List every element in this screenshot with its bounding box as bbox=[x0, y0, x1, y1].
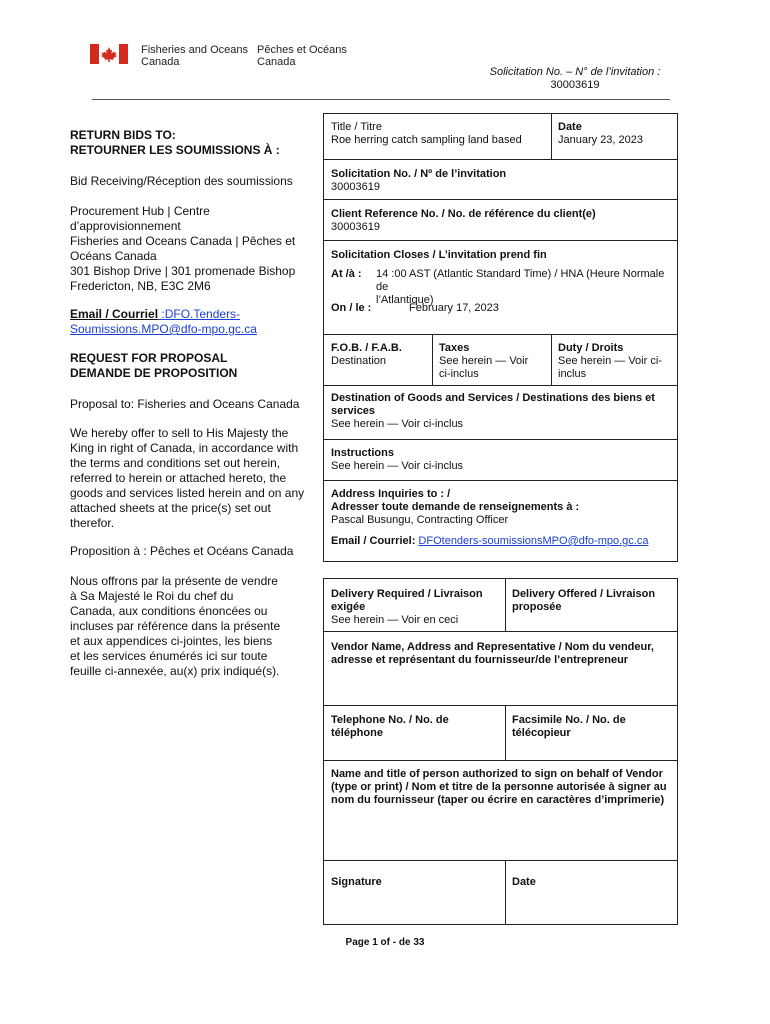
bid-receiving: Bid Receiving/Réception des soumissions bbox=[70, 174, 293, 188]
inquiries-field: Address Inquiries to : / Adresser toute demande de renseignements à : Pascal Busungu, Contracting Officer bbox=[331, 488, 580, 526]
inquiries-email-link[interactable]: DFOtenders-soumissionsMPO@dfo-mpo.gc.ca bbox=[418, 535, 649, 547]
offer-text-en: We hereby offer to sell to His Majesty the King in right of Canada, in accordance with the terms and conditions set out herein, referred to herein or attached hereto, the goods and services listed herein and on any attached sheets at the price(s) set out therefor. bbox=[70, 426, 305, 530]
email-link-part1[interactable]: DFO.Tenders- bbox=[164, 307, 241, 321]
fax-field[interactable]: Facsimile No. / No. de télécopieur bbox=[512, 714, 626, 739]
return-address: Procurement Hub | Centre d’approvisionnement Fisheries and Oceans Canada | Pêches et Océans Canada 301 Bishop Drive | 301 promenade Bishop Fredericton, NB, E3C 2M6 bbox=[70, 204, 296, 293]
rfp-heading: REQUEST FOR PROPOSAL DEMANDE DE PROPOSITION bbox=[70, 351, 238, 380]
closing-date: February 17, 2023 bbox=[409, 302, 499, 314]
department-name-en: Fisheries and Oceans Canada bbox=[141, 44, 248, 68]
telephone-field[interactable]: Telephone No. / No. de téléphone bbox=[331, 714, 449, 739]
canada-flag-logo bbox=[90, 44, 128, 64]
client-reference-field: Client Reference No. / No. de référence du client(e) 30003619 bbox=[331, 208, 596, 233]
email-link-part2[interactable]: Soumissions.MPO@dfo-mpo.gc.ca bbox=[70, 322, 257, 336]
destination-field: Destination of Goods and Services / Destinations des biens et services See herein — Voir ci-inclus bbox=[331, 392, 655, 430]
return-email: Email / Courriel :DFO.Tenders- Soumissions.MPO@dfo-mpo.gc.ca bbox=[70, 307, 322, 337]
fob-field: F.O.B. / F.A.B. Destination bbox=[331, 342, 402, 367]
inquiries-email: Email / Courriel: DFOtenders-soumissionsMPO@dfo-mpo.gc.ca bbox=[331, 535, 649, 547]
proposal-to: Proposal to: Fisheries and Oceans Canada bbox=[70, 397, 300, 411]
solicitation-closes-field: Solicitation Closes / L’invitation prend fin bbox=[331, 249, 547, 261]
instructions-field: Instructions See herein — Voir ci-inclus bbox=[331, 447, 464, 472]
title-field: Title / Titre Roe herring catch sampling land based bbox=[331, 121, 522, 146]
solicitation-no-field: Solicitation No. / Nº de l’invitation 30003619 bbox=[331, 168, 507, 193]
email-link[interactable]: : bbox=[158, 307, 165, 321]
proposition: Proposition à : Pêches et Océans Canada bbox=[70, 544, 294, 558]
on-label: On / le : bbox=[331, 302, 372, 314]
duty-field: Duty / Droits See herein — Voir ci-inclus bbox=[558, 342, 662, 380]
header-divider bbox=[92, 99, 670, 100]
signature-date-field[interactable]: Date bbox=[512, 876, 536, 888]
return-bids-heading: RETURN BIDS TO: RETOURNER LES SOUMISSIONS À : bbox=[70, 128, 280, 157]
authorized-person-field[interactable]: Name and title of person authorized to sign on behalf of Vendor (type or print) / Nom et titre de la personne autorisée à signer au nom du fournisseur (taper ou écrire en caractères d’imprimerie) bbox=[331, 768, 667, 806]
delivery-required-field: Delivery Required / Livraison exigée See herein — Voir en ceci bbox=[331, 588, 483, 626]
delivery-offered-field[interactable]: Delivery Offered / Livraison proposée bbox=[512, 588, 656, 613]
date-field: Date January 23, 2023 bbox=[558, 121, 644, 146]
signature-field[interactable]: Signature bbox=[331, 876, 382, 888]
offer-text-fr: Nous offrons par la présente de vendre à Sa Majesté le Roi du chef du Canada, aux conditions énoncées ou incluses par référence dans la présente et aux appendices ci-jointes, les biens et les services énumérés ici sur toute feuille ci-annexée, au(x) prix indiqué(s). bbox=[70, 574, 281, 678]
solicitation-header: Solicitation No. – N° de l’invitation : 30003619 bbox=[489, 66, 661, 91]
at-label: At /à : bbox=[331, 268, 362, 280]
closing-time: 14 :00 AST (Atlantic Standard Time) / HNA (Heure Normale de l’Atlantique) bbox=[376, 268, 665, 306]
page-number: Page 1 of - de 33 bbox=[345, 937, 425, 948]
department-name-fr: Pêches et Océans Canada bbox=[257, 44, 347, 68]
taxes-field: Taxes See herein — Voir ci-inclus bbox=[439, 342, 529, 380]
vendor-name-field[interactable]: Vendor Name, Address and Representative / Nom du vendeur, adresse et représentant du fournisseur/de l’entrepreneur bbox=[331, 641, 654, 666]
